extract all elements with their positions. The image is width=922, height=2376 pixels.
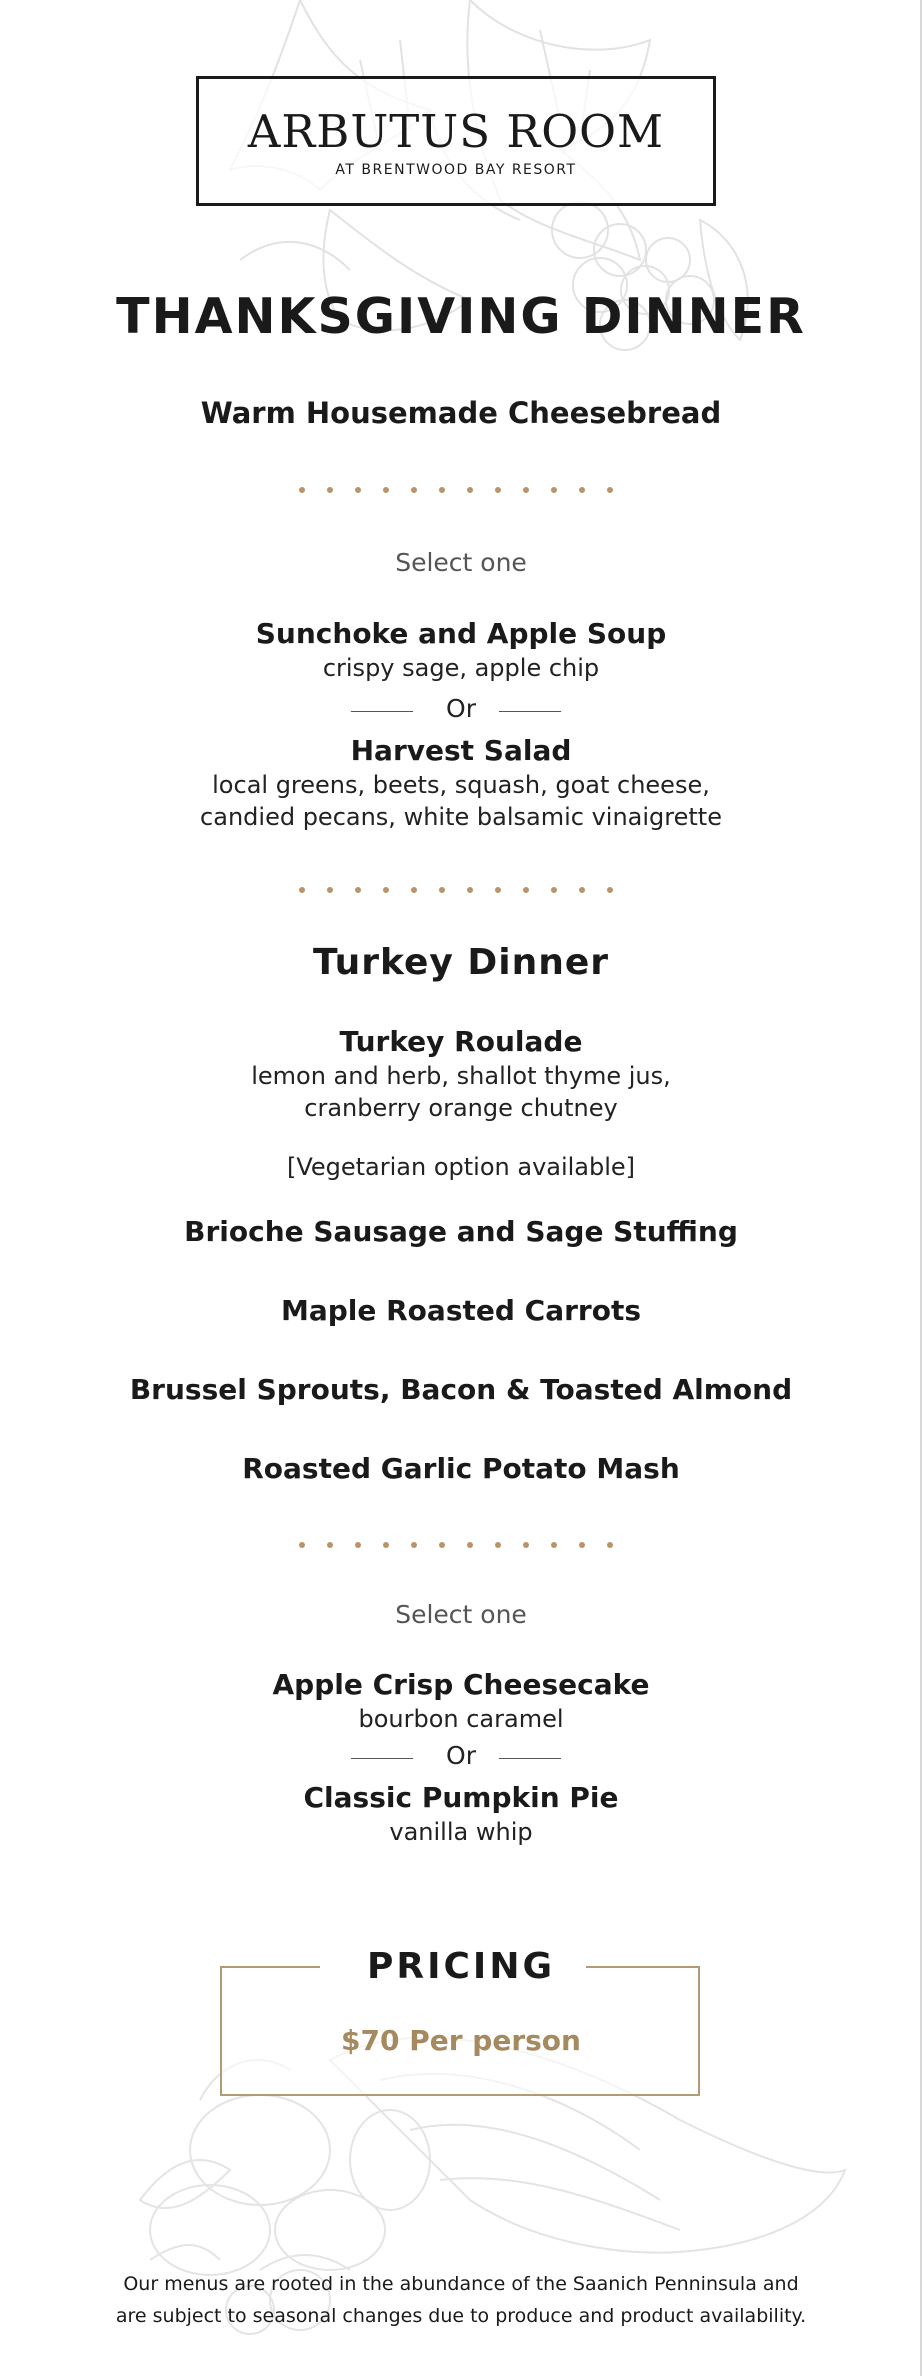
pricing-title: PRICING	[367, 1946, 555, 1987]
restaurant-logo	[196, 76, 716, 206]
dessert-option2-name: Classic Pumpkin Pie	[303, 1781, 619, 1814]
dot-divider	[296, 1539, 626, 1551]
dot-divider	[296, 484, 626, 496]
footer-note	[0, 2268, 922, 2332]
dessert-option1-desc: bourbon caramel	[358, 1705, 564, 1733]
first-course-option2-desc-line1: local greens, beets, squash, goat cheese,	[212, 771, 710, 799]
starter-item: Warm Housemade Cheesebread	[200, 396, 722, 430]
first-course-select-label: Select one	[395, 548, 527, 577]
footer-line1: Our menus are rooted in the abundance of the Saanich Penninsula and	[123, 2273, 799, 2295]
first-course-option2-desc-line2: candied pecans, white balsamic vinaigrette	[200, 803, 722, 831]
side-item: Maple Roasted Carrots	[280, 1294, 641, 1327]
dessert-option1-name: Apple Crisp Cheesecake	[272, 1668, 650, 1701]
first-course-option1-name: Sunchoke and Apple Soup	[255, 617, 667, 650]
dot-divider	[296, 884, 626, 896]
entree-desc-line1: lemon and herb, shallot thyme jus,	[251, 1062, 671, 1090]
first-course-option2-name: Harvest Salad	[350, 734, 572, 767]
dessert-select-label: Select one	[395, 1600, 527, 1629]
restaurant-name: ARBUTUS ROOM	[247, 105, 665, 158]
dessert-option2-desc: vanilla whip	[389, 1818, 533, 1846]
vegetarian-note: [Vegetarian option available]	[286, 1153, 636, 1181]
side-item: Roasted Garlic Potato Mash	[242, 1452, 680, 1485]
side-item: Brioche Sausage and Sage Stuffing	[184, 1215, 738, 1248]
main-section-title: Turkey Dinner	[312, 942, 610, 983]
side-item: Brussel Sprouts, Bacon & Toasted Almond	[129, 1373, 793, 1406]
first-course-option1-desc: crispy sage, apple chip	[322, 654, 600, 682]
menu-title: THANKSGIVING DINNER	[116, 288, 806, 345]
or-label: Or	[446, 694, 476, 723]
footer-line2: are subject to seasonal changes due to produce and product availability.	[115, 2305, 807, 2327]
or-separator	[0, 694, 922, 728]
entree-desc-line2: cranberry orange chutney	[304, 1094, 618, 1122]
or-label: Or	[446, 1741, 476, 1770]
price: $70 Per person	[341, 2024, 581, 2057]
or-separator	[0, 1741, 922, 1775]
restaurant-location: AT BRENTWOOD BAY RESORT	[335, 162, 577, 178]
entree-name: Turkey Roulade	[339, 1025, 583, 1058]
